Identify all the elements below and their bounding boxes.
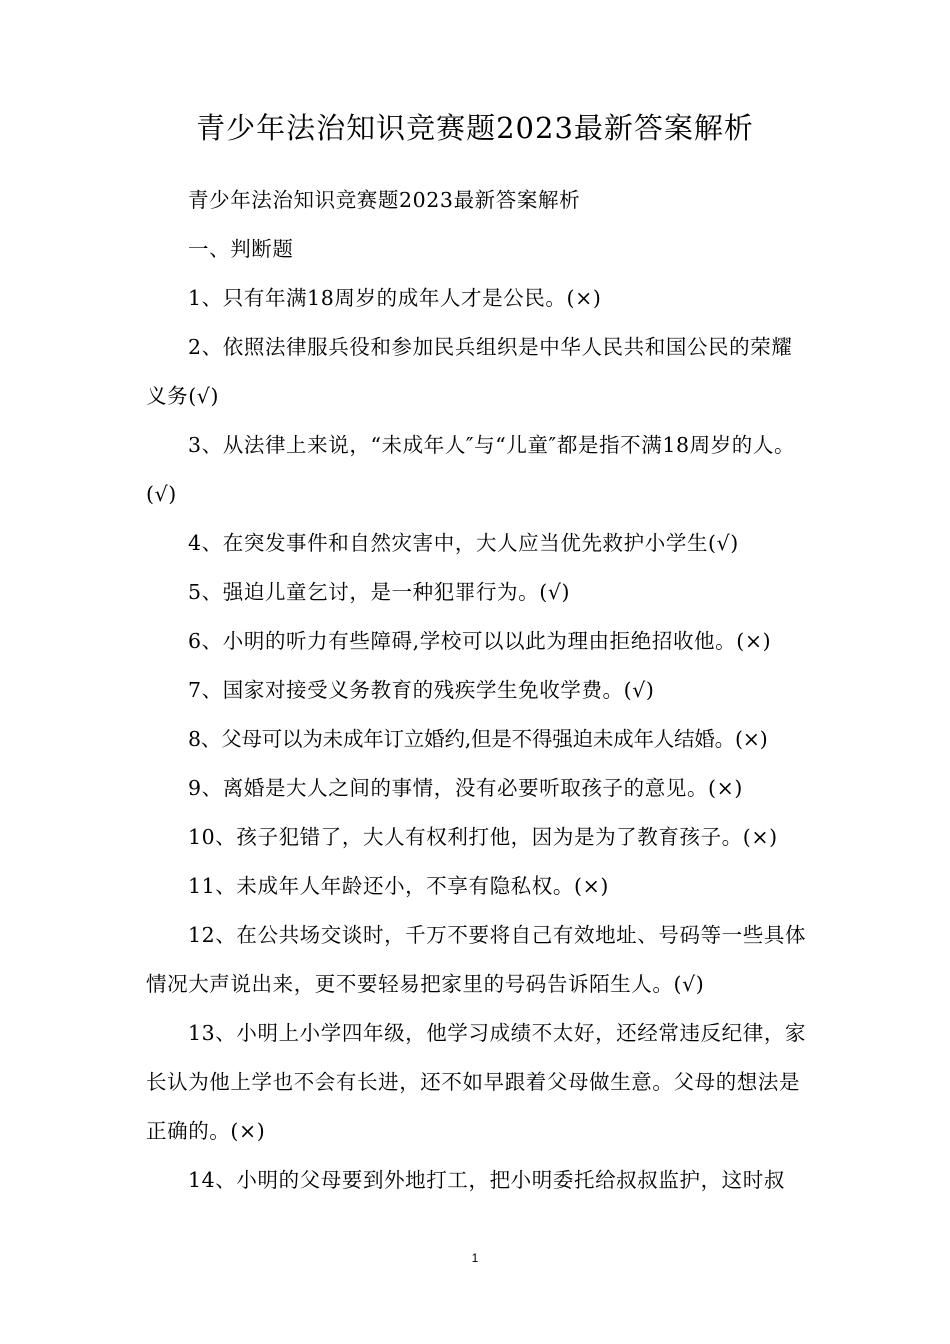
question-item-9: 9、离婚是大人之间的事情，没有必要听取孩子的意见。(×) (188, 776, 744, 800)
question-item-12: 12、在公共场交谈时，千万不要将自己有效地址、号码等一些具体情况大声说出来，更不要轻易把家里的号码告诉陌生人。(√) (146, 923, 807, 996)
question-item-1: 1、只有年满18周岁的成年人才是公民。(×) (188, 286, 602, 310)
question-item-13: 13、小明上小学四年级，他学习成绩不太好，还经常违反纪律，家长认为他上学也不会有长进，还不如早跟着父母做生意。父母的想法是正确的。(×) (146, 1021, 807, 1143)
question-item-8: 8、父母可以为未成年订立婚约,但是不得强迫未成年人结婚。(×) (188, 727, 768, 751)
question-item-5: 5、强迫儿童乞讨，是一种犯罪行为。(√) (188, 580, 571, 604)
question-item-2: 2、依照法律服兵役和参加民兵组织是中华人民共和国公民的荣耀义务(√) (146, 335, 793, 408)
question-item-3: 3、从法律上来说，“未成年人″与“儿童″都是指不满18周岁的人。(√) (146, 433, 796, 506)
question-item-7: 7、国家对接受义务教育的残疾学生免收学费。(√) (188, 678, 655, 702)
document-title: 青少年法治知识竞赛题2023最新答案解析 (196, 111, 754, 145)
question-item-4: 4、在突发事件和自然灾害中，大人应当优先救护小学生(√) (188, 531, 739, 555)
document-body (146, 176, 810, 1205)
question-item-11: 11、未成年人年龄还小，不享有隐私权。(×) (188, 874, 609, 898)
question-item-6: 6、小明的听力有些障碍,学校可以以此为理由拒绝招收他。(×) (188, 629, 772, 653)
section-heading: 一、判断题 (188, 237, 294, 261)
question-item-10: 10、孩子犯错了，大人有权利打他，因为是为了教育孩子。(×) (188, 825, 778, 849)
question-item-14: 14、小明的父母要到外地打工，把小明委托给叔叔监护，这时叔 (188, 1168, 785, 1192)
page-number: 1 (471, 1251, 479, 1265)
subtitle-paragraph: 青少年法治知识竞赛题2023最新答案解析 (188, 188, 581, 212)
